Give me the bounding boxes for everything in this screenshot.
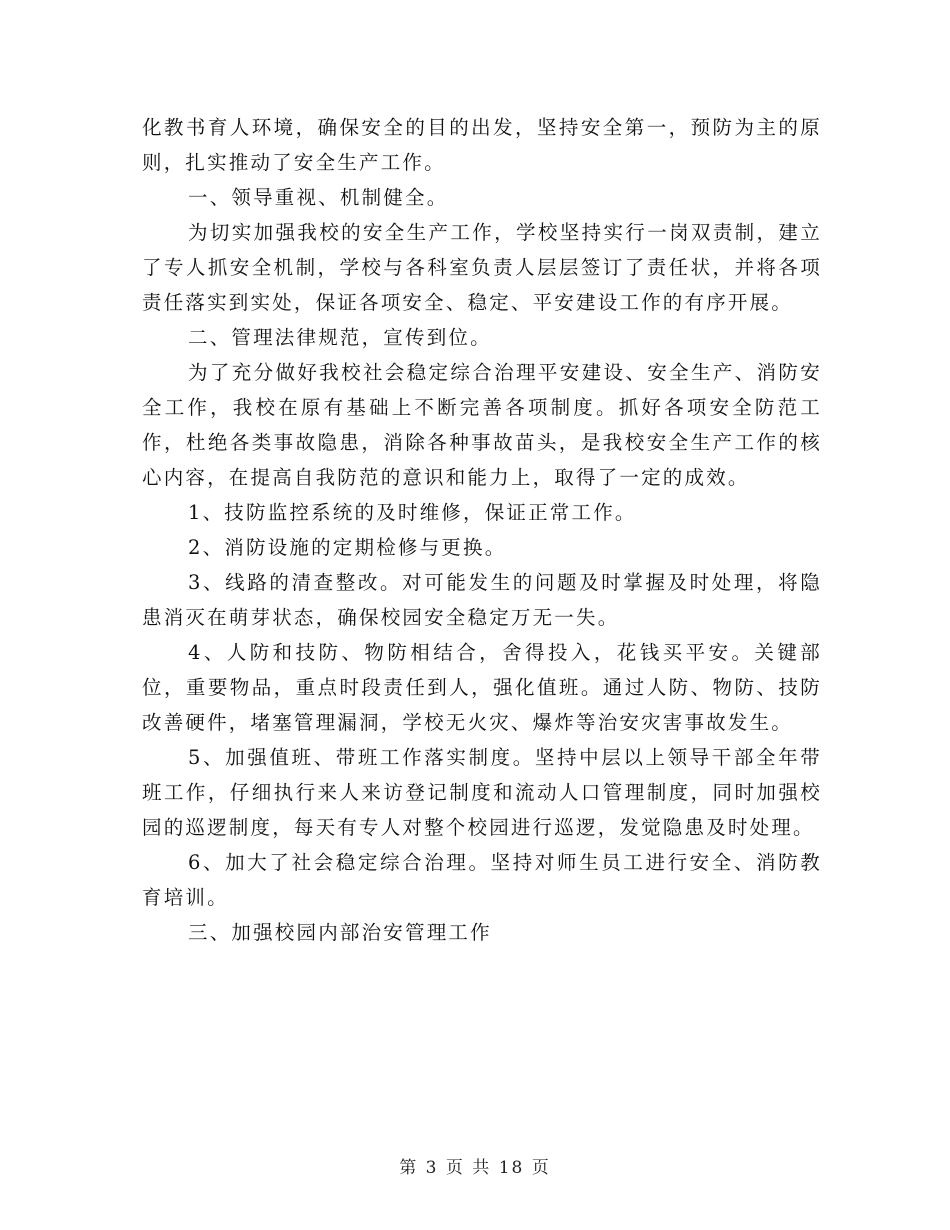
list-item: 5、加强值班、带班工作落实制度。坚持中层以上领导干部全年带班工作，仔细执行来人来访登记制度和流动人口管理制度，同时加强校园的巡逻制度，每天有专人对整个校园进行巡逻，发觉隐患及时处理。 bbox=[142, 746, 822, 839]
list-item: 3、线路的清查整改。对可能发生的问题及时掌握及时处理，将隐患消灭在萌芽状态，确保校园安全稳定万无一失。 bbox=[142, 571, 822, 629]
list-item: 4、人防和技防、物防相结合，舍得投入，花钱买平安。关键部位，重要物品，重点时段责任到人，强化值班。通过人防、物防、技防改善硬件，堵塞管理漏洞，学校无火灾、爆炸等治安灾害事故发生。 bbox=[142, 641, 822, 734]
paragraph: 为切实加强我校的安全生产工作，学校坚持实行一岗双责制，建立了专人抓安全机制，学校与各科室负责人层层签订了责任状，并将各项责任落实到实处，保证各项安全、稳定、平安建设工作的有序开展。 bbox=[142, 221, 822, 314]
paragraph: 化教书育人环境，确保安全的目的出发，坚持安全第一，预防为主的原则，扎实推动了安全生产工作。 bbox=[142, 116, 822, 174]
list-item: 2、消防设施的定期检修与更换。 bbox=[188, 536, 507, 559]
section-heading: 一、领导重视、机制健全。 bbox=[188, 186, 449, 209]
list-item: 1、技防监控系统的及时维修，保证正常工作。 bbox=[188, 501, 637, 524]
list-item: 6、加大了社会稳定综合治理。坚持对师生员工进行安全、消防教育培训。 bbox=[142, 851, 822, 909]
paragraph: 为了充分做好我校社会稳定综合治理平安建设、安全生产、消防安全工作，我校在原有基础上不断完善各项制度。抓好各项安全防范工作，杜绝各类事故隐患，消除各种事故苗头，是我校安全生产工作的核心内容，在提高自我防范的意识和能力上，取得了一定的成效。 bbox=[142, 361, 822, 489]
document-body bbox=[142, 110, 822, 950]
section-heading: 三、加强校园内部治安管理工作 bbox=[188, 921, 492, 944]
page-number-footer: 第 3 页 共 18 页 bbox=[399, 1158, 551, 1178]
section-heading: 二、管理法律规范，宣传到位。 bbox=[188, 326, 492, 349]
